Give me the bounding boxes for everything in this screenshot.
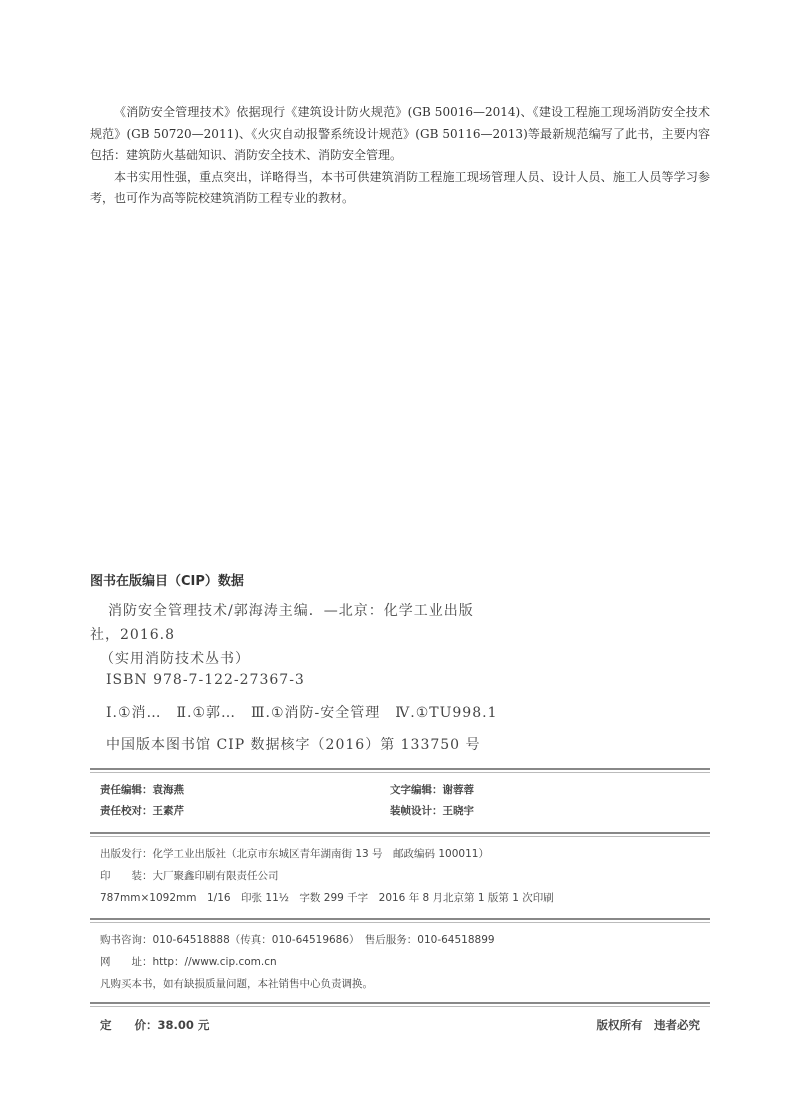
publisher-info: 出版发行：化学工业出版社（北京市东城区青年湖南街 13 号 邮政编码 100011）: [100, 848, 489, 860]
book-description: [90, 102, 710, 210]
cip-line: 社，2016.8: [90, 627, 175, 643]
copyright-notice: 版权所有 违者必究: [596, 1018, 700, 1032]
editor-credit: 责任编辑：袁海燕: [100, 784, 184, 796]
cip-classification: Ⅰ.①消… Ⅱ.①郭… Ⅲ.①消防-安全管理 Ⅳ.①TU998.1: [106, 705, 498, 721]
proofreader-credit: 责任校对：王素芹: [100, 805, 184, 817]
cip-title: 图书在版编目（CIP）数据: [90, 574, 244, 589]
printer-info: 印 装：大厂聚鑫印刷有限责任公司: [100, 870, 279, 882]
price: 定 价：38.00 元: [100, 1018, 210, 1032]
description-paragraph: 《消防安全管理技术》依据现行《建筑设计防火规范》(GB 50016—2014)、《建设工程施工现场消防安全技术规范》(GB 50720—2011)、《火灾自动报警系统设计规范》(GB 50116—2013)等最新规范编写了此书，主要内容包括：建筑防火基础知识、消防安全技术、消防安全管理。: [90, 105, 710, 162]
designer-credit: 装帧设计：王晓宇: [390, 805, 474, 817]
cip-record: 中国版本图书馆 CIP 数据核字（2016）第 133750 号: [106, 737, 481, 753]
cip-series: （实用消防技术丛书）: [100, 651, 250, 667]
purchase-contact: 购书咨询：010-64518888（传真：010-64519686） 售后服务：010-64518899: [100, 934, 495, 946]
print-specs: 787mm×1092mm 1/16 印张 11½ 字数 299 千字 2016 年 8 月北京第 1 版第 1 次印刷: [100, 892, 554, 904]
cip-line: 消防安全管理技术/郭海涛主编．—北京：化学工业出版: [108, 603, 474, 619]
website: 网 址：http：//www.cip.com.cn: [100, 956, 277, 968]
divider: [90, 832, 710, 834]
divider: [90, 918, 710, 920]
divider: [90, 1002, 710, 1004]
description-paragraph: 本书实用性强，重点突出，详略得当，本书可供建筑消防工程施工现场管理人员、设计人员、施工人员等学习参考，也可作为高等院校建筑消防工程专业的教材。: [90, 169, 710, 205]
quality-notice: 凡购买本书，如有缺损质量问题，本社销售中心负责调换。: [100, 978, 373, 990]
text-editor-credit: 文字编辑：谢蓉蓉: [390, 784, 474, 796]
cip-isbn: ISBN 978-7-122-27367-3: [106, 672, 305, 688]
divider: [90, 768, 710, 770]
